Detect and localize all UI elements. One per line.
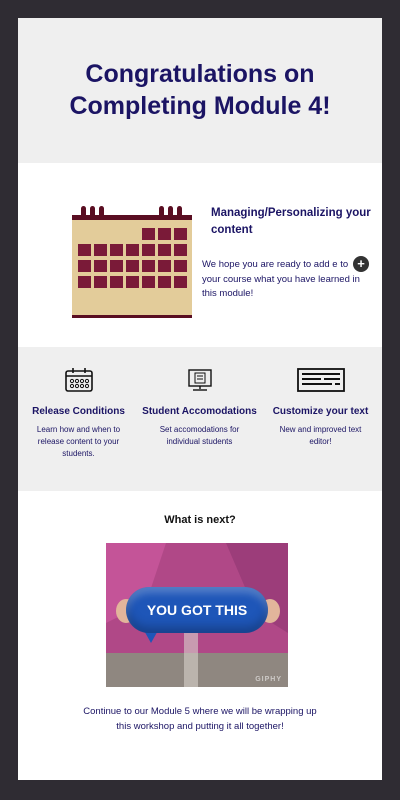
module-title: Managing/Personalizing your content [211,207,371,236]
feature-customize-text [260,347,381,491]
text-editor-icon [260,365,381,395]
feature-description: Set accomodations for individual students [159,425,240,446]
section-heading: What is next? [164,514,236,526]
module-card [18,163,382,347]
features-section [18,347,382,491]
whats-next-section [18,491,382,780]
next-body: Continue to our Module 5 where we will be wrapping up this workshop and putting it all together! [83,706,317,732]
email-page [18,18,382,780]
feature-student-accomodations [139,347,260,491]
feature-title: Student Accomodations [142,406,257,417]
module-body: We hope you are ready to add e to your course what you have learned in this module! [202,259,360,299]
add-block-button[interactable]: + [353,256,369,272]
calendar-illustration [72,203,192,319]
giphy-watermark: GIPHY [255,676,282,683]
hero-banner [18,18,382,163]
calendar-icon [18,365,139,395]
feature-description: New and improved text editor! [279,425,362,446]
feature-title: Release Conditions [32,406,125,417]
you-got-this-gif[interactable] [106,543,288,687]
feature-title: Customize your text [272,406,369,417]
feature-release-conditions [18,347,139,491]
feature-description: Learn how and when to release content to your students. [36,425,121,458]
computer-icon [139,365,260,395]
gif-text: YOU GOT THIS [126,587,268,633]
page-title: Congratulations on Completing Module 4! [69,60,331,120]
